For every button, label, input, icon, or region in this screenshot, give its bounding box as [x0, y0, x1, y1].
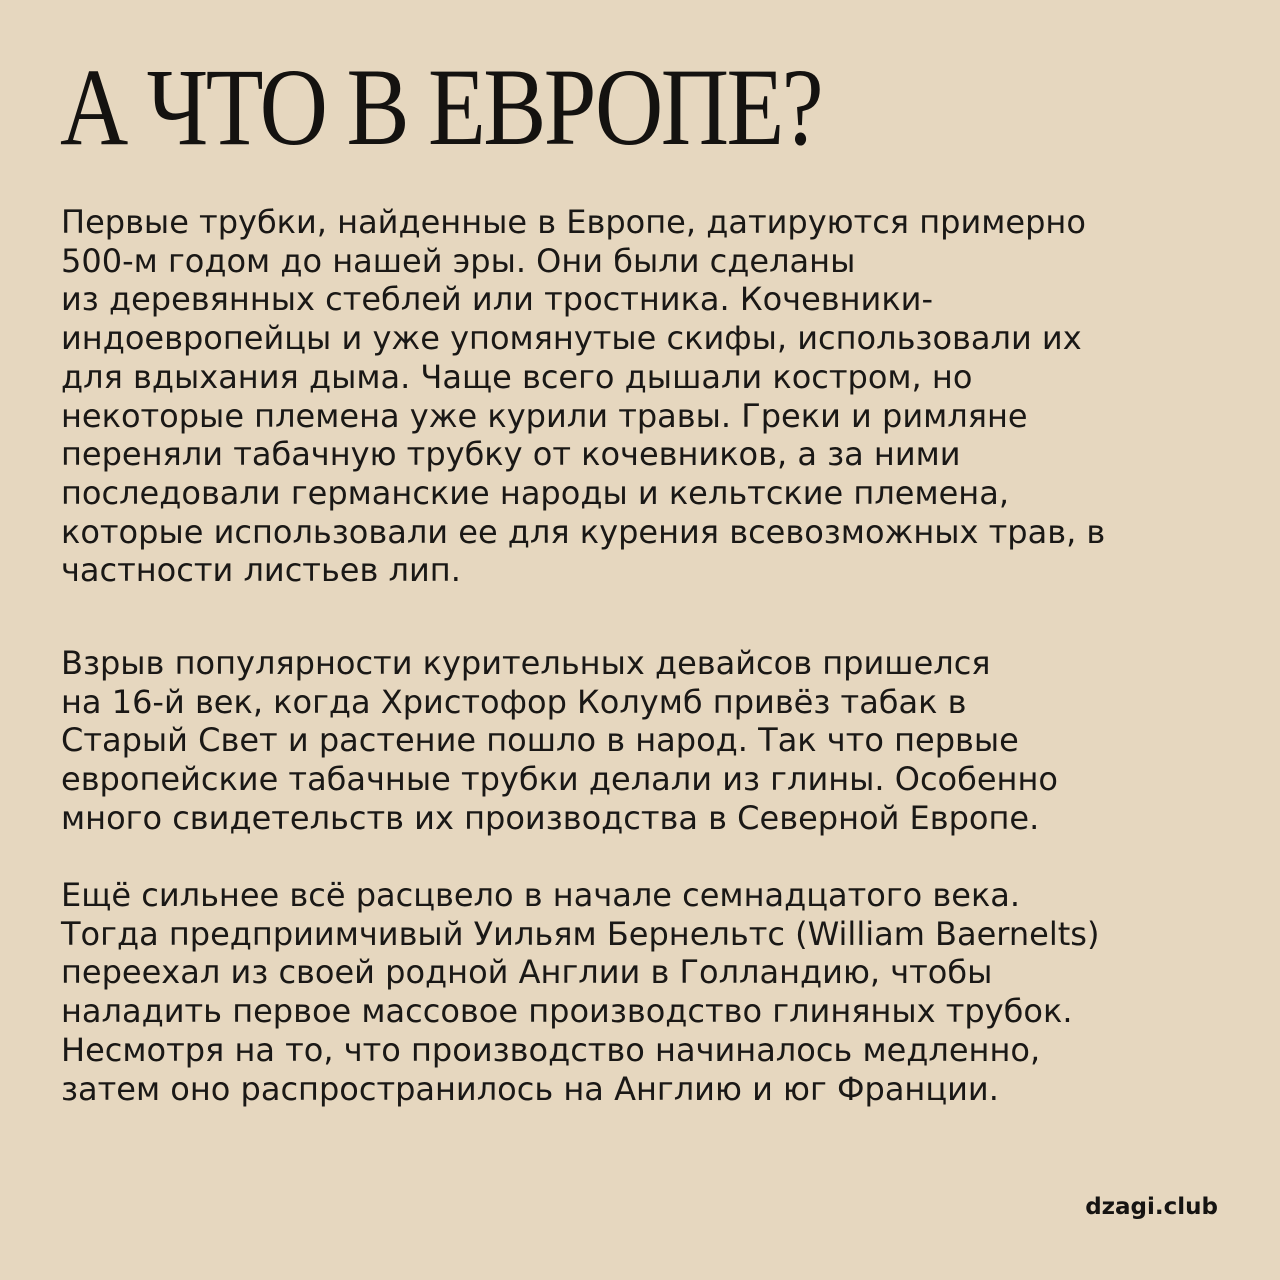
paragraph-line: некоторые племена уже курили травы. Греки и римляне — [61, 396, 1028, 435]
paragraph-line: затем оно распространилось на Англию и юг Франции. — [61, 1069, 999, 1108]
paragraph-line: европейские табачные трубки делали из глины. Особенно — [61, 760, 1058, 799]
paragraph-1 — [61, 203, 1105, 590]
paragraph-line: Ещё сильнее всё расцвело в начале семнадцатого века. — [61, 876, 1021, 914]
paragraph-line: Первые трубки, найденные в Европе, датируются примерно — [61, 203, 1086, 241]
paragraph-line: Взрыв популярности курительных девайсов пришелся — [61, 644, 991, 682]
paragraph-line: Тогда предприимчивый Уильям Бернельтс (William Baernelts) — [61, 914, 1100, 953]
page-title: А ЧТО В ЕВРОПЕ? — [60, 46, 822, 168]
paragraph-line: из деревянных стеблей или тростника. Кочевники- — [61, 280, 934, 319]
paragraph-line: последовали германские народы и кельтские племена, — [61, 473, 1009, 512]
paragraph-2 — [61, 644, 1058, 838]
paragraph-line: Старый Свет и растение пошло в народ. Так что первые — [61, 721, 1019, 760]
paragraph-line: много свидетельств их производства в Северной Европе. — [61, 798, 1040, 837]
paragraph-3 — [61, 876, 1099, 1108]
paragraph-line: переехал из своей родной Англии в Голландию, чтобы — [61, 953, 993, 992]
paragraph-line: для вдыхания дыма. Чаще всего дышали костром, но — [61, 357, 973, 396]
paragraph-line: переняли табачную трубку от кочевников, а за ними — [61, 435, 961, 474]
paragraph-line: индоевропейцы и уже упомянутые скифы, использовали их — [61, 319, 1082, 358]
paragraph-line: на 16-й век, когда Христофор Колумб привёз табак в — [61, 682, 967, 721]
paragraph-line: частности листьев лип. — [61, 551, 461, 590]
paragraph-line: которые использовали ее для курения всевозможных трав, в — [61, 512, 1106, 551]
paragraph-line: Несмотря на то, что производство начиналось медленно, — [61, 1030, 1041, 1069]
paragraph-line: наладить первое массовое производство глиняных трубок. — [61, 992, 1073, 1031]
brand-label: dzagi.club — [1085, 1194, 1218, 1220]
paragraph-line: 500-м годом до нашей эры. Они были сделаны — [61, 241, 856, 280]
